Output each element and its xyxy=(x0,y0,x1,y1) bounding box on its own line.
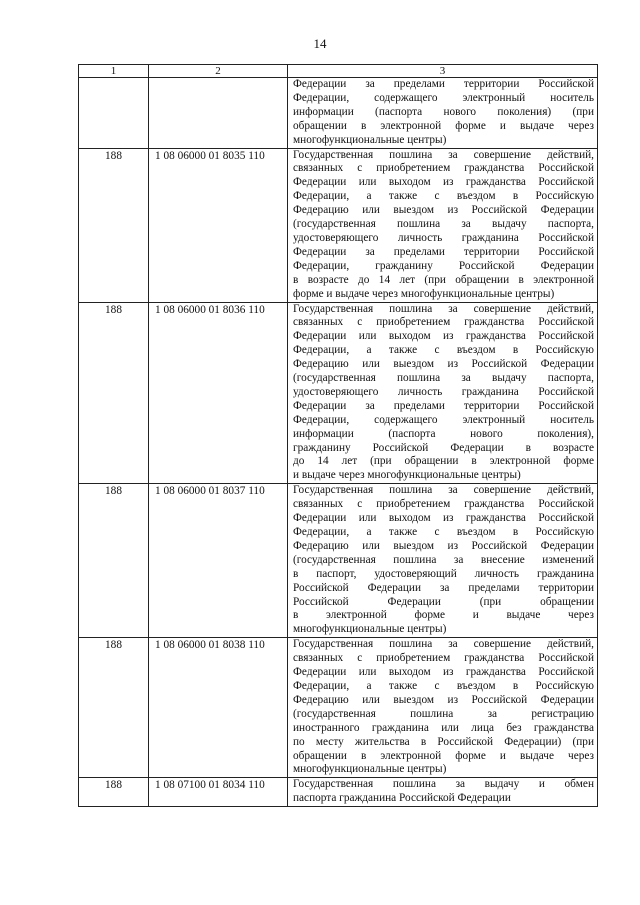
description-line: Федерацию или выездом из Российской Федерации xyxy=(293,204,594,217)
description-line: удостоверяющего личность гражданина Российской xyxy=(293,385,594,398)
admin-code-cell: 188 xyxy=(79,302,149,484)
admin-code-cell: 188 xyxy=(79,148,149,302)
description-line: Федерации или выходом из гражданства Российской xyxy=(293,666,594,679)
description-line: связанных с приобретением гражданства Российской xyxy=(293,498,594,511)
budget-code-cell: 1 08 07100 01 8034 110 xyxy=(149,778,288,807)
description-line: Федерации или выходом из гражданства Российской xyxy=(293,330,594,343)
page-number: 14 xyxy=(313,36,327,51)
description-line: Федерации, гражданину Российской Федерации xyxy=(293,259,594,272)
description-cell xyxy=(288,148,598,302)
description-line: по месту жительства в Российской Федерации) (при xyxy=(293,735,594,748)
budget-codes-table xyxy=(78,64,598,807)
description-line: Федерации, а также с въездом в Российскую xyxy=(293,526,594,538)
table-row xyxy=(79,148,598,302)
description-line: до 14 лет (при обращении в электронной форме xyxy=(293,455,594,468)
description-line: связанных с приобретением гражданства Российской xyxy=(293,316,594,329)
description-line: Российской Федерации за пределами территории xyxy=(293,581,594,594)
admin-code-cell: 188 xyxy=(79,638,149,778)
description-line: связанных с приобретением гражданства Российской xyxy=(293,162,594,175)
header-col-1: 1 xyxy=(79,65,149,78)
description-cell xyxy=(288,778,598,807)
description-line: Государственная пошлина за совершение действий, xyxy=(293,638,594,651)
description-line: обращении в электронной форме и выдаче через xyxy=(293,749,594,762)
description-cell xyxy=(288,638,598,778)
description-line: Федерации или выходом из гражданства Российской xyxy=(293,512,594,525)
description-line: паспорта гражданина Российской Федерации xyxy=(293,792,511,805)
description-line: гражданину Российской Федерации в возрасте xyxy=(293,441,594,454)
table-row xyxy=(79,778,598,807)
admin-code-cell: 188 xyxy=(79,484,149,638)
table-row xyxy=(79,78,598,149)
description-cell xyxy=(288,302,598,484)
description-line: и выдаче через многофункциональные центры) xyxy=(293,469,521,482)
description-line: связанных с приобретением гражданства Российской xyxy=(293,652,594,665)
header-col-2: 2 xyxy=(149,65,288,78)
description-line: Государственная пошлина за выдачу и обмен xyxy=(293,778,594,791)
description-line: Федерации, а также с въездом в Российскую xyxy=(293,344,594,357)
budget-code-cell: 1 08 06000 01 8035 110 xyxy=(149,148,288,302)
description-line: Государственная пошлина за совершение действий, xyxy=(293,484,594,497)
description-line: Российской Федерации (при обращении xyxy=(293,595,594,608)
description-line: в электронной форме и выдаче через xyxy=(293,609,594,622)
admin-code-cell xyxy=(79,78,149,149)
table-row xyxy=(79,484,598,638)
description-line: информации (паспорта нового поколения), xyxy=(293,427,594,440)
budget-code-cell: 1 08 06000 01 8038 110 xyxy=(149,638,288,778)
description-line: (государственная пошлина за выдачу паспорта, xyxy=(293,372,594,385)
description-line: многофункциональные центры) xyxy=(293,763,447,776)
description-line: Государственная пошлина за совершение действий, xyxy=(293,148,594,161)
description-line: Федерации или выходом из гражданства Российской xyxy=(293,176,594,189)
description-line: Федерации, а также с въездом в Российскую xyxy=(293,190,594,203)
description-line: Федерации за пределами территории Российской xyxy=(293,245,594,258)
description-line: форме и выдаче через многофункциональные центры) xyxy=(293,287,555,300)
description-line: многофункциональные центры) xyxy=(293,133,447,146)
admin-code-cell: 188 xyxy=(79,778,149,807)
description-line: Федерации, содержащего электронный носитель xyxy=(293,91,594,104)
description-line: Федерации за пределами территории Российской xyxy=(293,399,594,412)
description-line: обращении в электронной форме и выдаче через xyxy=(293,119,594,132)
description-line: (государственная пошлина за выдачу паспорта, xyxy=(293,218,594,231)
budget-code-cell: 1 08 06000 01 8037 110 xyxy=(149,484,288,638)
table-row xyxy=(79,638,598,778)
description-line: (государственная пошлина за внесение изменений xyxy=(293,553,594,566)
description-cell xyxy=(288,78,598,149)
description-line: Государственная пошлина за совершение действий, xyxy=(293,302,594,315)
description-cell xyxy=(288,484,598,638)
table-header-row xyxy=(79,65,598,78)
description-line: многофункциональные центры) xyxy=(293,623,447,636)
budget-code-cell: 1 08 06000 01 8036 110 xyxy=(149,302,288,484)
description-line: информации (паспорта нового поколения) (при xyxy=(293,105,594,118)
description-line: Федерацию или выездом из Российской Федерации xyxy=(293,539,594,552)
budget-code-cell xyxy=(149,78,288,149)
description-line: удостоверяющего личность гражданина Российской xyxy=(293,231,594,244)
description-line: (государственная пошлина за регистрацию xyxy=(293,707,594,720)
description-line: в паспорт, удостоверяющий личность гражданина xyxy=(293,567,594,580)
description-line: Федерацию или выездом из Российской Федерации xyxy=(293,693,594,706)
description-line: Федерации за пределами территории Российской xyxy=(293,78,594,90)
description-line: в возрасте до 14 лет (при обращении в электронной xyxy=(293,273,594,286)
description-line: Федерации, содержащего электронный носитель xyxy=(293,413,594,426)
description-line: иностранного гражданина или лица без гражданства xyxy=(293,721,594,734)
table-row xyxy=(79,302,598,484)
description-line: Федерации, а также с въездом в Российскую xyxy=(293,679,594,692)
header-col-3: 3 xyxy=(288,65,598,78)
description-line: Федерацию или выездом из Российской Федерации xyxy=(293,358,594,371)
